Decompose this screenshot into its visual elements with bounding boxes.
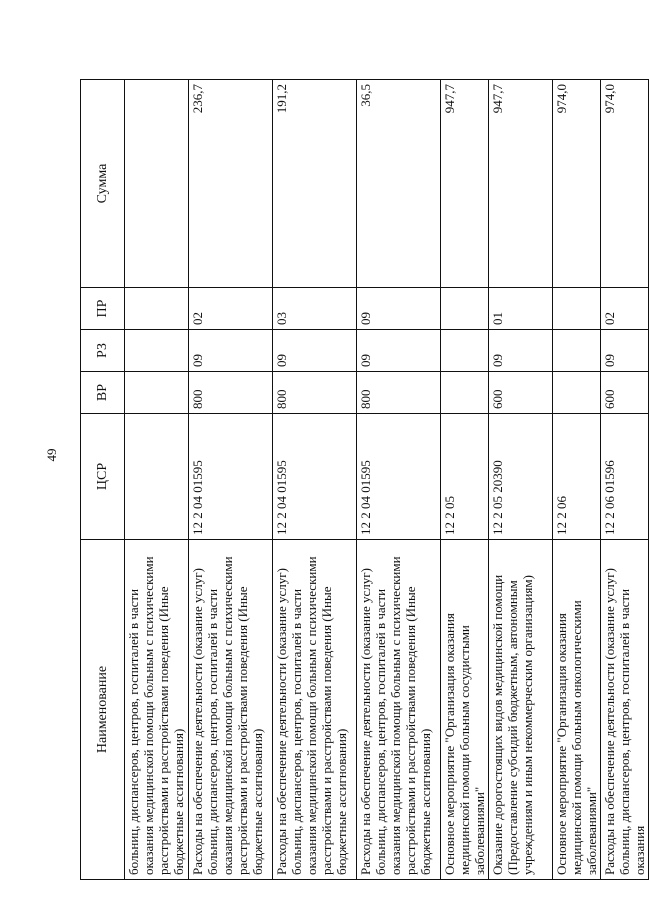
cell-rz: 09 (601, 330, 649, 372)
cell-sum: 191,2 (273, 80, 357, 288)
table-row (273, 80, 357, 880)
budget-table (80, 79, 649, 880)
cell-rz (125, 330, 189, 372)
cell-rz (553, 330, 601, 372)
table-row (489, 80, 553, 880)
cell-name: Основное мероприятие "Организация оказания медицинской помощи больным онкологическими заболеваниями" (553, 540, 601, 880)
cell-vr: 600 (489, 372, 553, 414)
cell-csr: 12 2 04 01595 (273, 414, 357, 540)
table-row (189, 80, 273, 880)
cell-csr (125, 414, 189, 540)
cell-rz: 09 (357, 330, 441, 372)
table-row (553, 80, 601, 880)
table-row (441, 80, 489, 880)
header-sum: Сумма (81, 80, 125, 288)
cell-pr: 03 (273, 288, 357, 330)
cell-name: больниц, диспансеров, центров, госпиталей в части оказания медицинской помощи больным с психическими расстройствами и расстройствами поведения (Иные бюджетные ассигнования) (125, 540, 189, 880)
cell-pr: 09 (357, 288, 441, 330)
header-name: Наименование (81, 540, 125, 880)
cell-vr: 800 (273, 372, 357, 414)
cell-pr: 02 (189, 288, 273, 330)
cell-vr (441, 372, 489, 414)
cell-vr: 800 (189, 372, 273, 414)
cell-name: Расходы на обеспечение деятельности (оказание услуг) больниц, диспансеров, центров, госпиталей в части оказания медицинской помощи больным с психическими расстройствами и расстройствами поведения (Иные бюджетные ассигнования) (189, 540, 273, 880)
cell-rz: 09 (189, 330, 273, 372)
cell-name: Расходы на обеспечение деятельности (оказание услуг) больниц, диспансеров, центров, госпиталей в части оказания медицинской помощи больным с психическими расстройствами и расстройствами поведения (Иные бюджетные ассигнования) (357, 540, 441, 880)
cell-name: Расходы на обеспечение деятельности (оказание услуг) больниц, диспансеров, центров, госпиталей в части оказания (601, 540, 649, 880)
cell-pr: 02 (601, 288, 649, 330)
table-row (601, 80, 649, 880)
cell-sum: 947,7 (441, 80, 489, 288)
budget-table-sheet (80, 80, 647, 880)
cell-csr: 12 2 06 01596 (601, 414, 649, 540)
cell-sum (125, 80, 189, 288)
cell-csr: 12 2 06 (553, 414, 601, 540)
cell-pr (553, 288, 601, 330)
header-csr: ЦСР (81, 414, 125, 540)
cell-name: Основное мероприятие "Организация оказания медицинской помощи больным сосудистыми заболеваниями" (441, 540, 489, 880)
cell-sum: 36,5 (357, 80, 441, 288)
table-row (357, 80, 441, 880)
cell-vr (125, 372, 189, 414)
table-header-row (81, 80, 125, 880)
cell-vr: 600 (601, 372, 649, 414)
cell-pr (125, 288, 189, 330)
cell-rz: 09 (273, 330, 357, 372)
cell-csr: 12 2 04 01595 (189, 414, 273, 540)
cell-rz (441, 330, 489, 372)
cell-rz: 09 (489, 330, 553, 372)
header-vr: ВР (81, 372, 125, 414)
header-rz: РЗ (81, 330, 125, 372)
cell-sum: 236,7 (189, 80, 273, 288)
header-pr: ПР (81, 288, 125, 330)
cell-pr: 01 (489, 288, 553, 330)
cell-vr (553, 372, 601, 414)
cell-pr (441, 288, 489, 330)
cell-sum: 974,0 (553, 80, 601, 288)
page-number: 49 (44, 448, 59, 462)
cell-sum: 947,7 (489, 80, 553, 288)
cell-name: Расходы на обеспечение деятельности (оказание услуг) больниц, диспансеров, центров, госпиталей в части оказания медицинской помощи больным с психическими расстройствами и расстройствами поведения (Иные бюджетные ассигнования) (273, 540, 357, 880)
table-row (125, 80, 189, 880)
cell-vr: 800 (357, 372, 441, 414)
cell-name: Оказание дорогостоящих видов медицинской помощи (Предоставление субсидий бюджетным, автономным учреждениям и иным некоммерческим организациям) (489, 540, 553, 880)
cell-csr: 12 2 04 01595 (357, 414, 441, 540)
cell-csr: 12 2 05 (441, 414, 489, 540)
cell-csr: 12 2 05 20390 (489, 414, 553, 540)
cell-sum: 974,0 (601, 80, 649, 288)
